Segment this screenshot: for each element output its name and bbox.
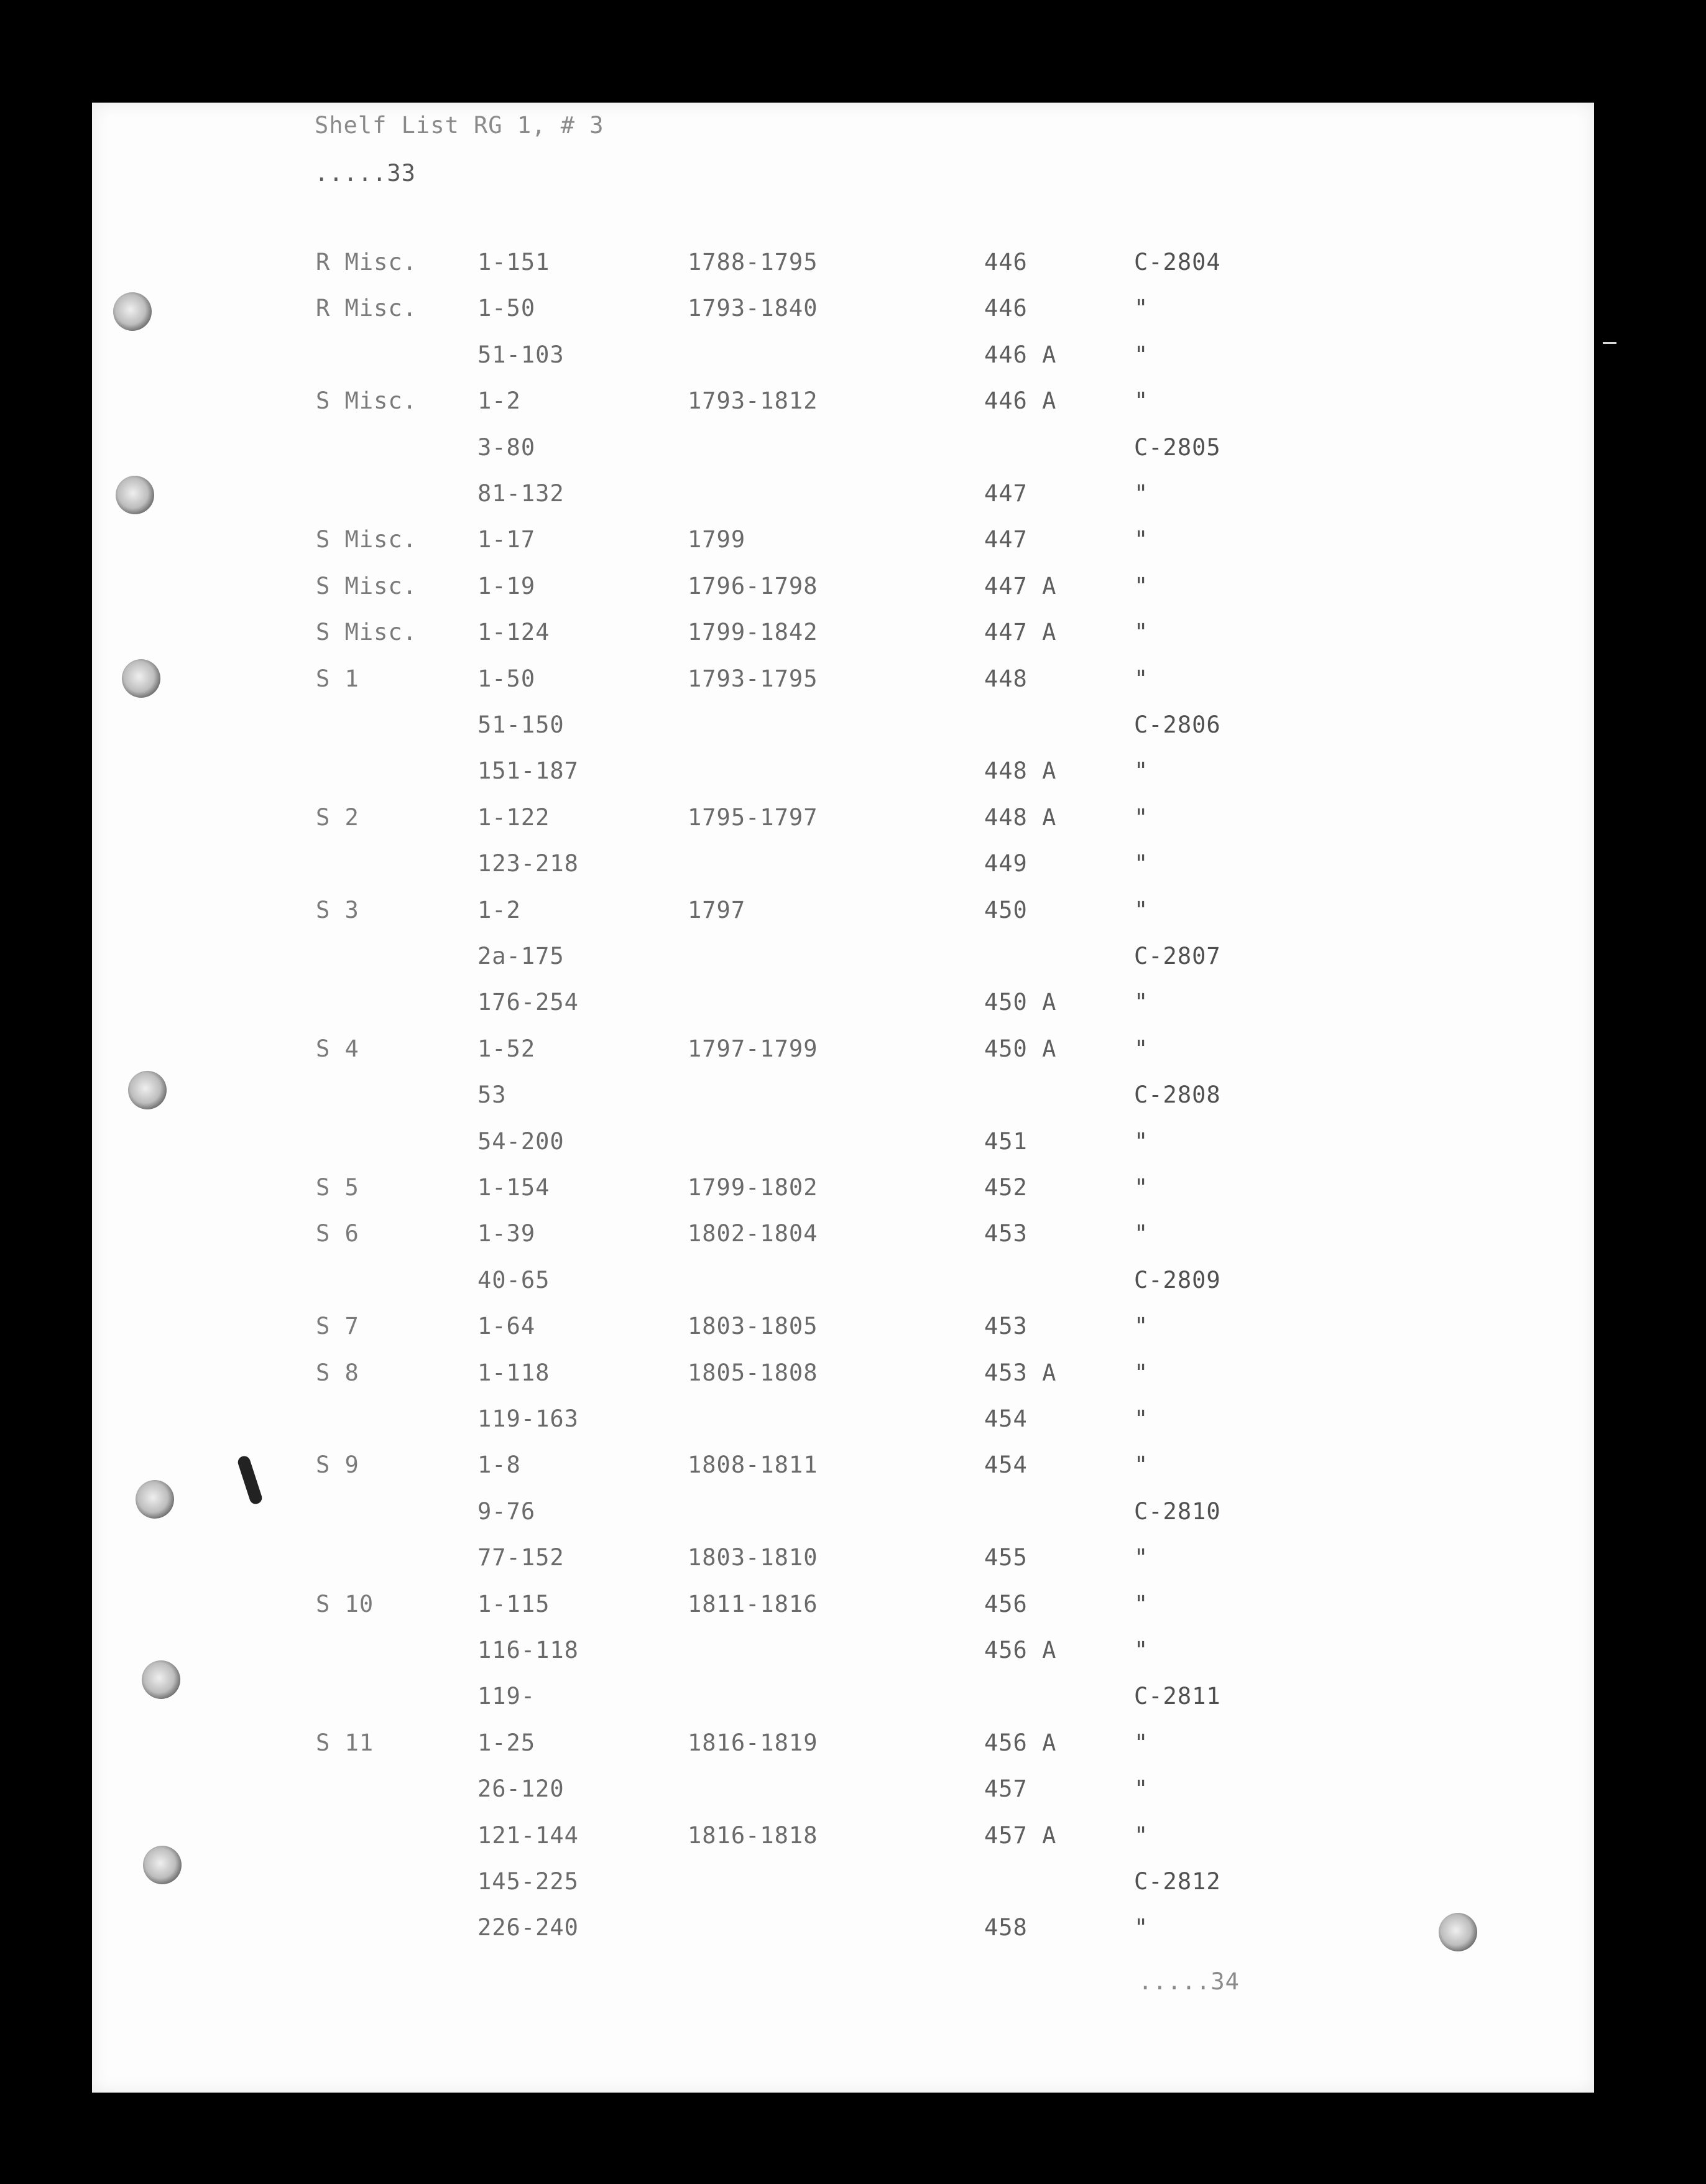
- item-range-cell: 119-: [477, 1683, 536, 1710]
- table-row: [92, 619, 1594, 656]
- date-range-cell: 1811-1816: [688, 1590, 818, 1617]
- box-number-cell: 451: [984, 1127, 1028, 1155]
- film-reel-cell: C-2805: [1134, 433, 1221, 461]
- film-reel-cell: C-2807: [1134, 943, 1221, 969]
- table-row: [92, 1822, 1594, 1859]
- box-number-cell: 446 A: [984, 341, 1057, 368]
- series-cell: S 9: [316, 1451, 359, 1479]
- box-number-cell: 450 A: [984, 989, 1057, 1016]
- series-cell: S Misc.: [316, 619, 417, 646]
- film-reel-cell: ": [1134, 619, 1149, 646]
- item-range-cell: 119-163: [477, 1405, 579, 1432]
- table-row: [92, 804, 1594, 841]
- series-cell: S 4: [316, 1035, 359, 1062]
- date-range-cell: 1797-1799: [688, 1035, 818, 1062]
- item-range-cell: 1-115: [477, 1590, 550, 1617]
- table-row: [92, 757, 1594, 795]
- film-reel-cell: ": [1134, 1914, 1149, 1941]
- punch-hole: [113, 292, 152, 331]
- item-range-cell: 1-8: [477, 1451, 521, 1479]
- item-range-cell: 121-144: [477, 1821, 579, 1849]
- punch-hole: [142, 1660, 180, 1699]
- box-number-cell: 453: [984, 1220, 1028, 1247]
- date-range-cell: 1793-1812: [688, 387, 818, 415]
- series-cell: R Misc.: [316, 249, 417, 275]
- box-number-cell: 449: [984, 850, 1028, 877]
- box-number-cell: 447 A: [984, 619, 1057, 646]
- box-number-cell: 448 A: [984, 803, 1057, 831]
- film-reel-cell: ": [1134, 896, 1149, 923]
- box-number-cell: 446: [984, 295, 1028, 322]
- film-reel-cell: C-2812: [1134, 1868, 1221, 1895]
- page-number-continued: .....34: [1138, 1968, 1240, 1995]
- punch-hole: [136, 1480, 174, 1519]
- item-range-cell: 1-52: [477, 1035, 536, 1062]
- date-range-cell: 1796-1798: [688, 572, 818, 599]
- film-reel-cell: ": [1134, 341, 1149, 368]
- box-number-cell: 450 A: [984, 1035, 1057, 1062]
- film-reel-cell: ": [1134, 850, 1149, 877]
- table-row: [92, 1683, 1594, 1720]
- item-range-cell: 1-2: [477, 387, 521, 415]
- series-cell: S 1: [316, 665, 359, 692]
- table-row: [92, 1405, 1594, 1443]
- table-row: [92, 943, 1594, 980]
- item-range-cell: 145-225: [477, 1868, 579, 1895]
- film-reel-cell: ": [1134, 526, 1149, 553]
- item-range-cell: 176-254: [477, 989, 579, 1016]
- item-range-cell: 1-151: [477, 249, 550, 275]
- item-range-cell: 51-150: [477, 711, 565, 738]
- film-reel-cell: ": [1134, 295, 1149, 322]
- film-reel-cell: ": [1134, 1451, 1149, 1479]
- item-range-cell: 151-187: [477, 757, 579, 785]
- film-reel-cell: ": [1134, 1544, 1149, 1571]
- film-reel-cell: ": [1134, 1220, 1149, 1247]
- punch-hole: [143, 1846, 182, 1884]
- date-range-cell: 1816-1819: [688, 1729, 818, 1756]
- date-range-cell: 1805-1808: [688, 1359, 818, 1386]
- item-range-cell: 226-240: [477, 1914, 579, 1941]
- film-reel-cell: ": [1134, 1590, 1149, 1617]
- item-range-cell: 3-80: [477, 433, 536, 461]
- series-cell: S 3: [316, 896, 359, 923]
- series-cell: S 8: [316, 1359, 359, 1386]
- table-row: [92, 1220, 1594, 1257]
- series-cell: S Misc.: [316, 572, 417, 599]
- table-row: [92, 989, 1594, 1026]
- item-range-cell: 1-64: [477, 1313, 536, 1340]
- item-range-cell: 51-103: [477, 341, 565, 368]
- box-number-cell: 454: [984, 1451, 1028, 1479]
- box-number-cell: 456 A: [984, 1729, 1057, 1756]
- item-range-cell: 54-200: [477, 1127, 565, 1155]
- date-range-cell: 1788-1795: [688, 249, 818, 275]
- box-number-cell: 453 A: [984, 1359, 1057, 1386]
- table-row: [92, 526, 1594, 563]
- item-range-cell: 9-76: [477, 1497, 536, 1525]
- box-number-cell: 456 A: [984, 1637, 1057, 1663]
- series-cell: S Misc.: [316, 526, 417, 553]
- date-range-cell: 1797: [688, 896, 746, 923]
- item-range-cell: 40-65: [477, 1266, 550, 1293]
- film-reel-cell: C-2809: [1134, 1266, 1221, 1293]
- table-row: [92, 573, 1594, 610]
- box-number-cell: 457 A: [984, 1821, 1057, 1849]
- table-row: [92, 1313, 1594, 1350]
- table-row: [92, 850, 1594, 887]
- film-reel-cell: C-2808: [1134, 1081, 1221, 1109]
- table-row: [92, 1267, 1594, 1304]
- film-reel-cell: ": [1134, 989, 1149, 1016]
- table-row: [92, 387, 1594, 425]
- page-number-top: .....33: [315, 160, 416, 187]
- series-cell: S 5: [316, 1174, 359, 1201]
- table-row: [92, 711, 1594, 749]
- series-cell: S Misc.: [316, 387, 417, 415]
- film-reel-cell: ": [1134, 1174, 1149, 1201]
- item-range-cell: 1-25: [477, 1729, 536, 1756]
- film-reel-cell: ": [1134, 1313, 1149, 1340]
- film-reel-cell: C-2806: [1134, 711, 1221, 738]
- item-range-cell: 81-132: [477, 480, 565, 507]
- film-reel-cell: ": [1134, 572, 1149, 599]
- punch-hole: [116, 476, 154, 514]
- series-cell: R Misc.: [316, 295, 417, 322]
- box-number-cell: 448 A: [984, 757, 1057, 785]
- date-range-cell: 1799: [688, 526, 746, 553]
- table-row: [92, 1128, 1594, 1165]
- punch-hole: [1439, 1913, 1477, 1951]
- box-number-cell: 446 A: [984, 387, 1057, 415]
- item-range-cell: 1-19: [477, 572, 536, 599]
- box-number-cell: 456: [984, 1590, 1028, 1617]
- punch-hole: [128, 1071, 167, 1109]
- document-page: [92, 103, 1594, 2093]
- film-reel-cell: ": [1134, 1035, 1149, 1062]
- film-reel-cell: ": [1134, 387, 1149, 415]
- box-number-cell: 458: [984, 1914, 1028, 1941]
- series-cell: S 2: [316, 803, 359, 831]
- film-reel-cell: ": [1134, 665, 1149, 692]
- item-range-cell: 1-118: [477, 1359, 550, 1386]
- item-range-cell: 1-17: [477, 526, 536, 553]
- date-range-cell: 1803-1810: [688, 1544, 818, 1571]
- date-range-cell: 1803-1805: [688, 1313, 818, 1340]
- date-range-cell: 1795-1797: [688, 803, 818, 831]
- item-range-cell: 116-118: [477, 1637, 579, 1663]
- table-row: [92, 1729, 1594, 1767]
- table-row: [92, 249, 1594, 286]
- table-row: [92, 434, 1594, 471]
- table-row: [92, 1637, 1594, 1674]
- shelf-list-header: Shelf List RG 1, # 3: [315, 112, 604, 139]
- box-number-cell: 454: [984, 1405, 1028, 1432]
- item-range-cell: 1-50: [477, 665, 536, 692]
- table-row: [92, 341, 1594, 379]
- series-cell: S 6: [316, 1220, 359, 1247]
- table-row: [92, 1359, 1594, 1397]
- date-range-cell: 1793-1795: [688, 665, 818, 692]
- table-row: [92, 1498, 1594, 1535]
- item-range-cell: 1-50: [477, 295, 536, 322]
- box-number-cell: 447: [984, 480, 1028, 507]
- table-row: [92, 897, 1594, 934]
- film-reel-cell: C-2811: [1134, 1683, 1221, 1710]
- date-range-cell: 1799-1842: [688, 619, 818, 646]
- table-row: [92, 1081, 1594, 1119]
- film-reel-cell: C-2810: [1134, 1497, 1221, 1525]
- table-row: [92, 1775, 1594, 1813]
- edge-mark: [1603, 342, 1616, 344]
- film-reel-cell: ": [1134, 1821, 1149, 1849]
- item-range-cell: 123-218: [477, 850, 579, 877]
- film-reel-cell: ": [1134, 803, 1149, 831]
- film-reel-cell: ": [1134, 1729, 1149, 1756]
- film-reel-cell: ": [1134, 480, 1149, 507]
- table-row: [92, 1868, 1594, 1905]
- series-cell: S 7: [316, 1313, 359, 1340]
- film-reel-cell: ": [1134, 1127, 1149, 1155]
- item-range-cell: 1-122: [477, 803, 550, 831]
- box-number-cell: 452: [984, 1174, 1028, 1201]
- item-range-cell: 77-152: [477, 1544, 565, 1571]
- table-row: [92, 665, 1594, 703]
- series-cell: S 11: [316, 1729, 374, 1756]
- table-row: [92, 480, 1594, 517]
- table-row: [92, 1591, 1594, 1628]
- box-number-cell: 446: [984, 249, 1028, 275]
- date-range-cell: 1793-1840: [688, 295, 818, 322]
- item-range-cell: 26-120: [477, 1775, 565, 1803]
- punch-hole: [122, 659, 160, 698]
- item-range-cell: 53: [477, 1081, 507, 1109]
- box-number-cell: 447 A: [984, 572, 1057, 599]
- box-number-cell: 455: [984, 1544, 1028, 1571]
- table-row: [92, 1544, 1594, 1581]
- film-reel-cell: ": [1134, 1359, 1149, 1386]
- film-reel-cell: ": [1134, 1775, 1149, 1803]
- item-range-cell: 1-2: [477, 896, 521, 923]
- box-number-cell: 447: [984, 526, 1028, 553]
- table-row: [92, 295, 1594, 332]
- table-row: [92, 1035, 1594, 1073]
- date-range-cell: 1816-1818: [688, 1821, 818, 1849]
- film-reel-cell: ": [1134, 757, 1149, 785]
- series-cell: S 10: [316, 1590, 374, 1617]
- item-range-cell: 1-124: [477, 619, 550, 646]
- date-range-cell: 1802-1804: [688, 1220, 818, 1247]
- box-number-cell: 450: [984, 896, 1028, 923]
- table-row: [92, 1451, 1594, 1489]
- item-range-cell: 2a-175: [477, 943, 565, 969]
- film-reel-cell: C-2804: [1134, 249, 1221, 275]
- table-row: [92, 1914, 1594, 1951]
- date-range-cell: 1808-1811: [688, 1451, 818, 1479]
- film-reel-cell: ": [1134, 1405, 1149, 1432]
- table-row: [92, 1174, 1594, 1211]
- box-number-cell: 448: [984, 665, 1028, 692]
- item-range-cell: 1-39: [477, 1220, 536, 1247]
- film-reel-cell: ": [1134, 1637, 1149, 1663]
- date-range-cell: 1799-1802: [688, 1174, 818, 1201]
- box-number-cell: 457: [984, 1775, 1028, 1803]
- box-number-cell: 453: [984, 1313, 1028, 1340]
- item-range-cell: 1-154: [477, 1174, 550, 1201]
